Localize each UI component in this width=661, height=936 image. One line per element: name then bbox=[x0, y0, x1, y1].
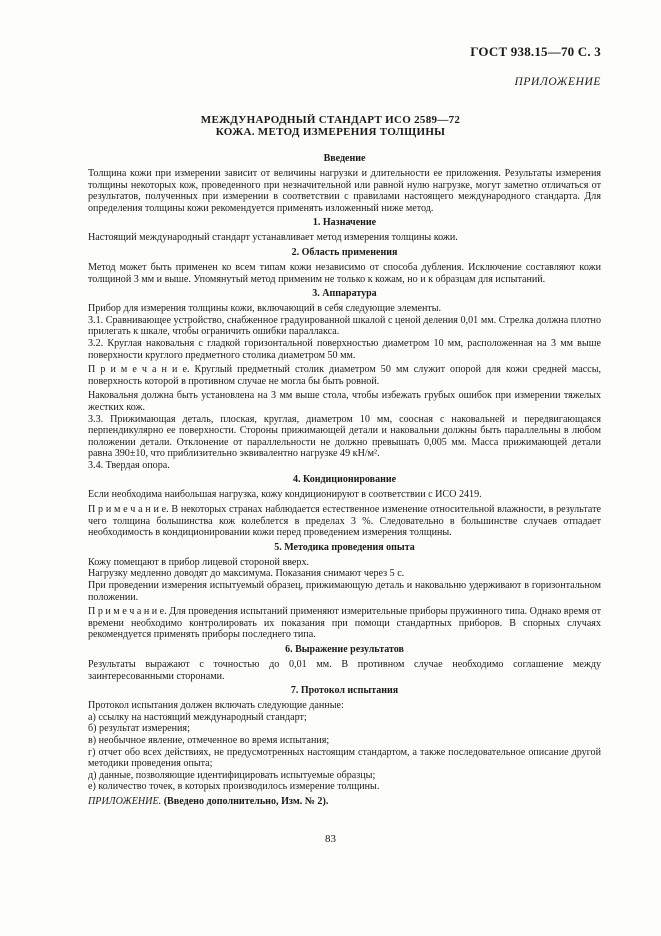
section-6-text: Результаты выражают с точностью до 0,01 мм. В противном случае необходимо соглашение между заинтересованными сторонами. bbox=[88, 659, 601, 682]
document-body bbox=[88, 150, 601, 808]
list-item: е) количество точек, в которых производилось измерение толщины. bbox=[88, 781, 380, 793]
title-line-2: КОЖА. МЕТОД ИЗМЕРЕНИЯ ТОЛЩИНЫ bbox=[215, 126, 446, 138]
note-label: П р и м е ч а н и е. bbox=[88, 504, 169, 516]
note-text: В некоторых странах наблюдается естественное изменение относительной влажности, в результате чего толщина большинства кож колеблется в пределах 3 %. Следовательно в большинстве случаев отпадает необходимость в кондиционировании кожи перед проведением измерения толщины. bbox=[88, 504, 601, 539]
section-6-heading: 6. Выражение результатов bbox=[285, 644, 404, 655]
list-item: в) необычное явление, отмеченное во время испытания; bbox=[88, 734, 330, 746]
section-3-note bbox=[88, 364, 601, 387]
section-2-heading: 2. Область применения bbox=[291, 246, 398, 258]
list-item: б) результат измерения; bbox=[88, 723, 190, 735]
section-4-heading: 4. Кондиционирование bbox=[292, 474, 397, 486]
list-item: д) данные, позволяющие идентифицировать испытуемые образцы; bbox=[88, 769, 376, 781]
section-3-4: 3.4. Твердая опора. bbox=[88, 459, 170, 471]
amendment-text: (Введено дополнительно, Изм. № 2). bbox=[161, 795, 329, 807]
section-7-intro: Протокол испытания должен включать следующие данные: bbox=[88, 700, 344, 712]
intro-text: Толщина кожи при измерении зависит от величины нагрузки и длительности ее приложения. Результаты измерения толщины некоторых кож, проведенного при незначительной или равной нулю нагрузке, могут заметно отличаться от результатов, полученных при измерении в соответствии с правилами настоящего международного стандарта. Для определения толщины кожи рекомендуется применять изложенный ниже метод. bbox=[88, 168, 601, 214]
intro-heading: Введение bbox=[323, 153, 366, 164]
section-3-anvil: Наковальня должна быть установлена на 3 мм выше стола, чтобы избежать грубых ошибок при измерении тяжелых жестких кож. bbox=[88, 390, 601, 413]
appendix-label: ПРИЛОЖЕНИЕ bbox=[514, 76, 601, 88]
section-2-text: Метод может быть применен ко всем типам кожи независимо от способа дубления. Исключение составляют кожи толщиной 3 мм и выше. Упомянутый метод применим не только к кожам, но и к образцам для испытаний. bbox=[88, 261, 601, 285]
section-3-1: 3.1. Сравнивающее устройство, снабженное градуированной шкалой с ценой деления 0,01 мм. Стрелка должна плотно прилегать к шкале, чтобы ограничить ошибки параллакса. bbox=[88, 314, 601, 338]
section-4-note bbox=[88, 504, 601, 539]
title-line-1: МЕЖДУНАРОДНЫЙ СТАНДАРТ ИСО 2589—72 bbox=[200, 114, 461, 126]
list-item: а) ссылку на настоящий международный стандарт; bbox=[88, 711, 307, 723]
section-4-text: Если необходима наибольшая нагрузка, кожу кондиционируют в соответствии с ИСО 2419. bbox=[88, 489, 482, 501]
section-7-heading: 7. Протокол испытания bbox=[290, 685, 399, 697]
section-1-text: Настоящий международный стандарт устанавливает метод измерения толщины кожи. bbox=[88, 232, 458, 244]
standard-reference: ГОСТ 938.15—70 С. 3 bbox=[470, 44, 601, 59]
note-text: Круглый предметный столик диаметром 50 мм служит опорой для кожи средней массы, поверхность которой в противном случае не могла бы быть ровной. bbox=[88, 364, 601, 387]
section-5-note bbox=[88, 606, 601, 641]
section-5-line-2: Нагрузку медленно доводят до максимума. Показания снимают через 5 с. bbox=[88, 568, 405, 580]
section-3-3: 3.3. Прижимающая деталь, плоская, круглая, диаметром 10 мм, соосная с наковальней и передвигающаяся перпендикулярно ее поверхности. Стороны прижимающей детали и наковальни должны быть параллельны в любом положении детали. Отклонение от параллельности не должно превышать 0,005 мм. Масса прижимающей детали равна 390±10, что приблизительно эквивалентно нагрузке 49 кН/м². bbox=[88, 413, 601, 460]
section-3-intro: Прибор для измерения толщины кожи, включающий в себя следующие элементы. bbox=[88, 303, 442, 315]
note-label: П р и м е ч а н и е. bbox=[88, 606, 167, 618]
section-1-heading: 1. Назначение bbox=[312, 217, 377, 229]
list-item: г) отчет обо всех действиях, не предусмотренных настоящим стандартом, а также последовательное описание другой методики проведения опыта; bbox=[88, 746, 601, 770]
section-3-2: 3.2. Круглая наковальня с гладкой горизонтальной поверхностью диаметром 10 мм, расположенная на 3 мм выше поверхности круглого предметного столика диаметром 50 мм. bbox=[88, 337, 601, 361]
appendix-amendment-note bbox=[88, 796, 601, 808]
note-text: Для проведения испытаний применяют измерительные приборы пружинного типа. Однако время от времени необходимо контролировать их показания при помощи стандартных приборов. В спорных случаях рекомендуется применять приборы последнего типа. bbox=[88, 606, 601, 641]
document-title bbox=[60, 114, 601, 138]
page-number: 83 bbox=[325, 833, 336, 845]
section-3-heading: 3. Аппаратура bbox=[312, 288, 377, 300]
note-label: П р и м е ч а н и е. bbox=[88, 364, 190, 376]
section-5-line-1: Кожу помещают в прибор лицевой стороной вверх. bbox=[88, 556, 310, 568]
section-5-heading: 5. Методика проведения опыта bbox=[274, 541, 415, 553]
amendment-label: ПРИЛОЖЕНИЕ. bbox=[88, 795, 162, 807]
section-5-line-3: При проведении измерения испытуемый образец, прижимающую деталь и наковальню удерживают в горизонтальном положении. bbox=[88, 580, 601, 603]
